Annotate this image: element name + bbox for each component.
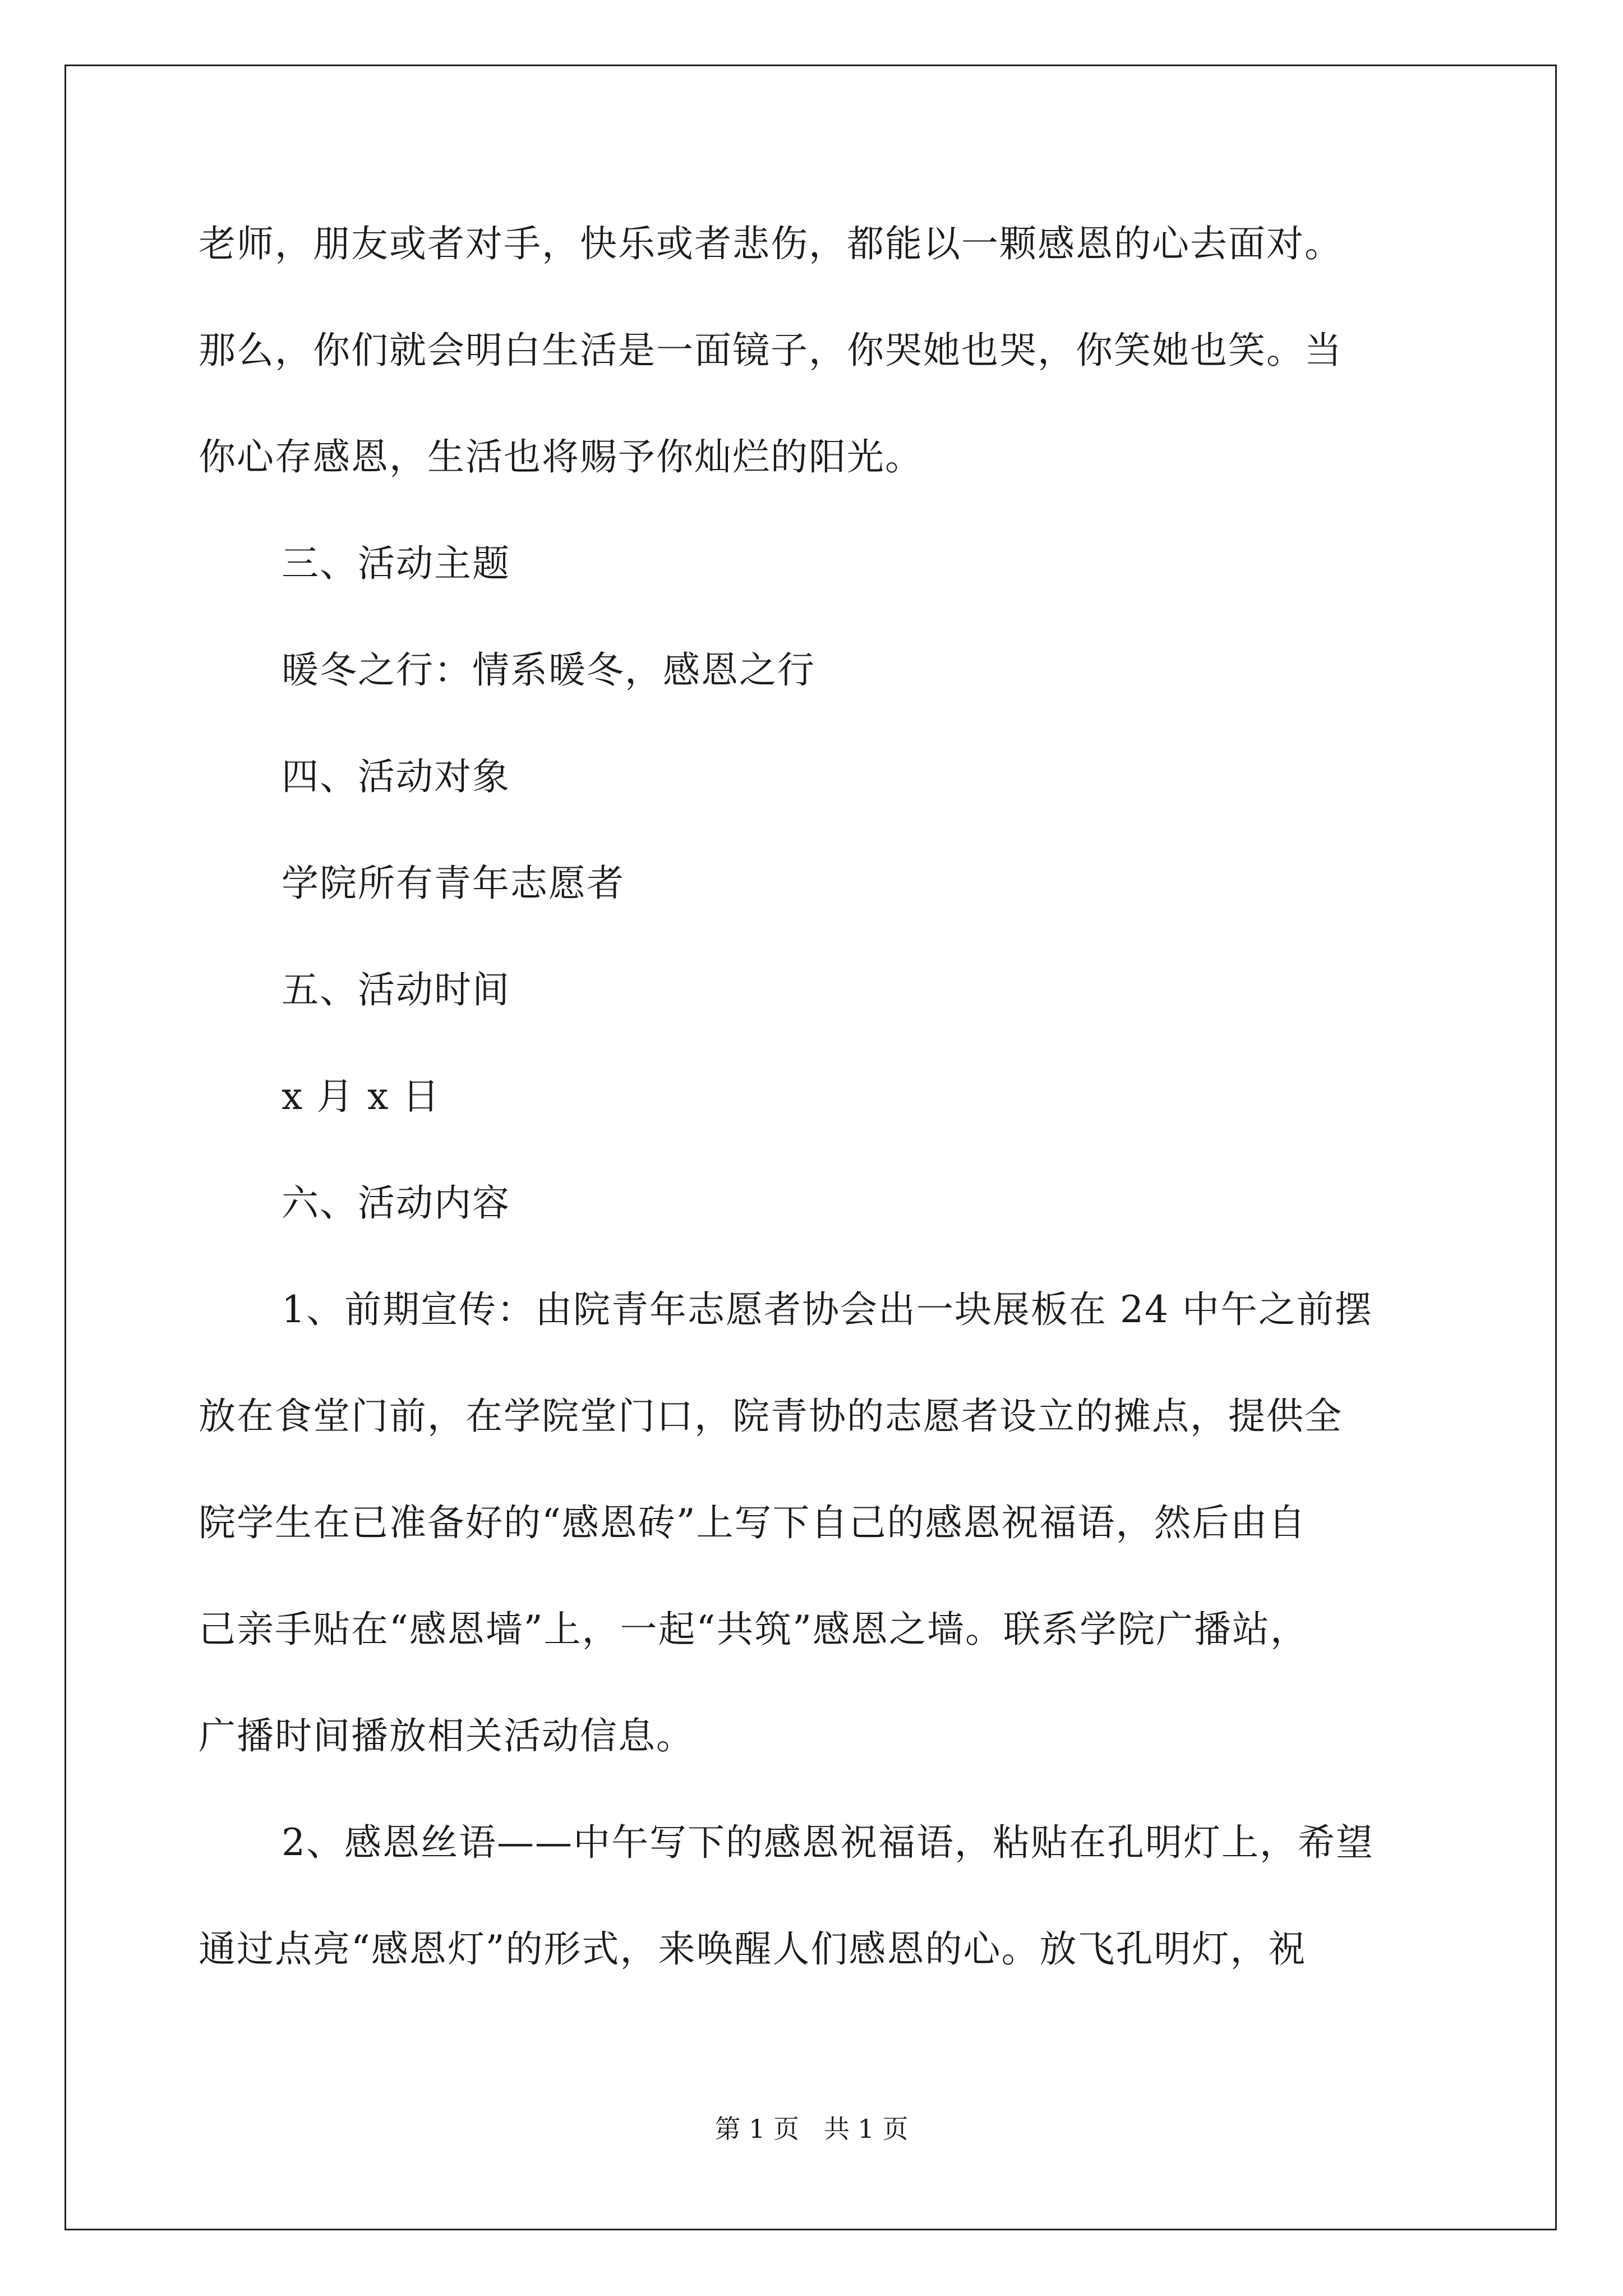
section-heading-content: 六、活动内容 <box>282 1181 510 1225</box>
text-line-2: 那么，你们就会明白生活是一面镜子，你哭她也哭，你笑她也笑。当 <box>199 329 1343 372</box>
content-item-1-line-1: 1、前期宣传：由院青年志愿者协会出一块展板在 24 中午之前摆 <box>282 1288 1373 1331</box>
theme-text: 暖冬之行：情系暖冬，感恩之行 <box>282 648 815 692</box>
section-heading-theme: 三、活动主题 <box>282 542 510 585</box>
text-line-3: 你心存感恩，生活也将赐予你灿烂的阳光。 <box>199 435 923 478</box>
page-total: 共 1 页 <box>823 2114 909 2144</box>
content-item-1-line-3: 院学生在已准备好的“感恩砖”上写下自己的感恩祝福语，然后由自 <box>199 1501 1307 1544</box>
section-heading-time: 五、活动时间 <box>282 968 510 1011</box>
target-text: 学院所有青年志愿者 <box>282 862 625 905</box>
page-number: 第 1 页 <box>714 2114 800 2144</box>
content-item-1-line-5: 广播时间播放相关活动信息。 <box>199 1714 694 1757</box>
content-item-2-line-1: 2、感恩丝语——中午写下的感恩祝福语，粘贴在孔明灯上，希望 <box>282 1821 1374 1864</box>
time-text: x 月 x 日 <box>282 1075 441 1118</box>
content-item-1-line-4: 己亲手贴在“感恩墙”上，一起“共筑”感恩之墙。联系学院广播站， <box>199 1608 1308 1651</box>
document-body <box>199 191 1432 2003</box>
text-line-1: 老师，朋友或者对手，快乐或者悲伤，都能以一颗感恩的心去面对。 <box>199 222 1343 265</box>
content-item-2-line-2: 通过点亮“感恩灯”的形式，来唤醒人们感恩的心。放飞孔明灯，祝 <box>199 1927 1307 1971</box>
content-item-1-line-2: 放在食堂门前，在学院堂门口，院青协的志愿者设立的摊点，提供全 <box>199 1395 1343 1438</box>
section-heading-target: 四、活动对象 <box>282 755 510 798</box>
page-footer <box>0 2112 1623 2146</box>
